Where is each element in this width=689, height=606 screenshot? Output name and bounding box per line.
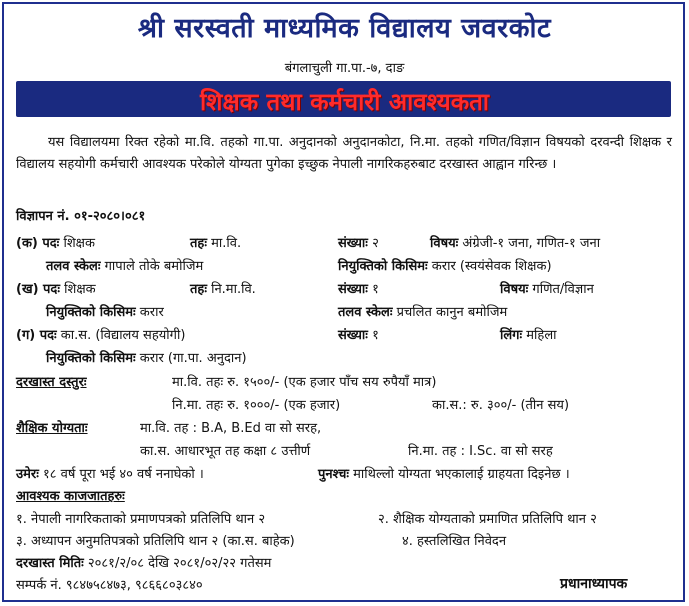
notice-number: विज्ञापन नं. ०१-२०८०।०८१ <box>16 209 146 224</box>
position-b-count: संख्याः १ <box>338 282 379 297</box>
dates-label: दरखास्त मितिः <box>16 556 84 571</box>
position-a-row1 <box>16 233 95 251</box>
position-c-post: का.स. (विद्यालय सहयोगी) <box>60 328 186 343</box>
intro-paragraph: यस विद्यालयमा रिक्त रहेको मा.वि. तहको गा.पा. अनुदानको अनुदानकोटा, नि.मा. तहको गणित/विज्ञान विषयको दरवन्दी शिक्षक र विद्यालय सहयोगी कर्मचारी आवश्यक परेकोले योग्यता पुगेका इच्छुक नेपाली नागरिकहरुबाट दरखास्त आह्वान गरिन्छ । <box>16 135 672 172</box>
notice-title: शिक्षक तथा कर्मचारी आवश्यकता <box>199 88 490 116</box>
application-dates <box>16 553 271 571</box>
document-item-4: ४. हस्तलिखित निवेदन <box>402 534 507 549</box>
position-a-label: (क) पदः <box>16 236 60 251</box>
position-b-label: (ख) पदः <box>16 282 60 297</box>
position-c-type: नियुक्तिको किसिमः करार (गा.पा. अनुदान) <box>46 351 247 366</box>
note-row <box>318 464 570 482</box>
position-b-row1 <box>16 279 96 297</box>
qualification-line-2a: का.स. आधारभूत तह कक्षा ८ उत्तीर्ण <box>140 444 311 459</box>
document-item-3: ३. अध्यापन अनुमतिपत्रको प्रतिलिपि थान २ (का.स. बाहेक) <box>16 534 295 549</box>
position-a-post: शिक्षक <box>63 236 95 251</box>
fees-line-1: मा.वि. तहः रु. १५००/- (एक हजार पाँच सय रुपैयाँ मात्र) <box>172 375 437 390</box>
position-a-count: संख्याः २ <box>338 236 379 251</box>
position-a-subject: विषयः अंग्रेजी-१ जना, गणित-१ जना <box>430 236 601 251</box>
age-row <box>16 464 204 482</box>
document-item-2: २. शैक्षिक योग्यताको प्रमाणित प्रतिलिपि थान २ <box>378 512 597 527</box>
position-c-row1 <box>16 325 185 343</box>
qualification-label: शैक्षिक योग्यताः <box>16 421 88 436</box>
position-b-salary: तलव स्केलः प्रचलित कानुन बमोजिम <box>338 305 508 320</box>
position-b-post: शिक्षक <box>64 282 96 297</box>
position-c-count: संख्याः १ <box>338 328 379 343</box>
age-label: उमेरः <box>16 467 39 482</box>
school-name: श्री सरस्वती माध्यमिक विद्यालय जवरकोट <box>137 13 552 44</box>
position-a-salary: तलव स्केलः गापाले तोके बमोजिम <box>46 259 204 274</box>
qualification-line-1: मा.वि. तह : B.A, B.Ed वा सो सरह, <box>140 421 322 436</box>
fees-label: दरखास्त दस्तुरः <box>16 375 87 390</box>
fees-line-2b: का.स.: रु. ३००/- (तीन सय) <box>432 398 570 413</box>
position-b-subject: विषयः गणित/विज्ञान <box>500 282 594 297</box>
position-c-label: (ग) पदः <box>16 328 57 343</box>
note-text: माथिल्लो योग्यता भएकालाई ग्राहयता दिइनेछ । <box>353 467 570 482</box>
qualification-line-2b: नि.मा. तह : I.Sc. वा सो सरह <box>408 444 553 459</box>
position-b-type: नियुक्तिको किसिमः करार <box>46 305 164 320</box>
documents-label: आवश्यक काजजातहरुः <box>16 489 125 504</box>
contact-numbers: सम्पर्क नं. ९८४७५८४७३, ९८६६८०३८४० <box>16 578 203 593</box>
note-label: पुनश्चः <box>318 467 350 482</box>
school-address: बंगलाचुली गा.पा.-७, दाङ <box>284 61 405 76</box>
document-item-1: १. नेपाली नागरिकताको प्रमाणपत्रको प्रतिलिपि थान २ <box>16 512 266 527</box>
signature-title: प्रधानाध्यापक <box>560 576 628 592</box>
position-b-level: तहः नि.मा.वि. <box>190 282 256 297</box>
age-text: १८ वर्ष पूरा भई ४० वर्ष ननाघेको । <box>42 467 204 482</box>
position-a-type: नियुक्तिको किसिमः करार (स्वयंसेवक शिक्षक) <box>338 259 552 274</box>
fees-line-2a: नि.मा. तहः रु. १०००/- (एक हजार) <box>172 398 341 413</box>
position-c-gender: लिंगः महिला <box>500 328 557 343</box>
position-a-level: तहः मा.वि. <box>190 236 242 251</box>
dates-text: २०८१/२/०८ देखि २०८१/०२/२२ गतेसम <box>87 556 272 571</box>
